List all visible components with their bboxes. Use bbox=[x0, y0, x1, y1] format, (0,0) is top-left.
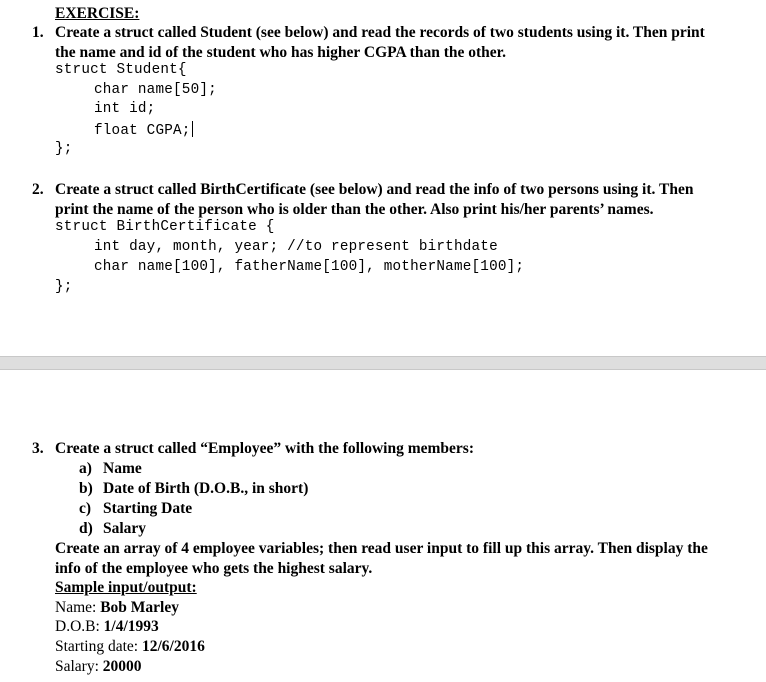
sample-label: Starting date: bbox=[55, 638, 142, 655]
sample-row bbox=[55, 658, 142, 676]
sample-value: 12/6/2016 bbox=[141, 638, 205, 655]
member-text: Salary bbox=[103, 520, 147, 537]
member-letter: d) bbox=[79, 520, 93, 537]
sample-value: Bob Marley bbox=[100, 599, 179, 616]
q1-code-line: char name[50]; bbox=[94, 82, 217, 98]
q1-text-line1: Create a struct called Student (see below) and read the records of two students using it. Then print bbox=[55, 24, 705, 41]
document-page-2 bbox=[0, 370, 766, 682]
q2-code-line: }; bbox=[55, 279, 73, 295]
sample-value: 1/4/1993 bbox=[103, 618, 159, 635]
q1-code-line-cgpa bbox=[94, 121, 193, 139]
sample-value: 20000 bbox=[102, 658, 142, 675]
text-cursor bbox=[192, 121, 193, 137]
q2-code-line: int day, month, year; //to represent birthdate bbox=[94, 239, 498, 255]
sample-heading: Sample input/output: bbox=[55, 579, 197, 596]
q2-text-line1: Create a struct called BirthCertificate (see below) and read the info of two persons using it. Then bbox=[55, 181, 694, 198]
q2-number: 2. bbox=[32, 181, 44, 198]
sample-label: Salary: bbox=[55, 658, 103, 675]
sample-label: D.O.B: bbox=[55, 618, 104, 635]
sample-row bbox=[55, 638, 205, 656]
sample-row bbox=[55, 599, 179, 617]
member-letter: c) bbox=[79, 500, 92, 517]
sample-label: Name: bbox=[55, 599, 101, 616]
member-letter: b) bbox=[79, 480, 93, 497]
exercise-heading: EXERCISE: bbox=[55, 5, 140, 22]
member-text: Date of Birth (D.O.B., in short) bbox=[103, 480, 309, 497]
page-separator bbox=[0, 356, 766, 370]
q1-text-line2: the name and id of the student who has higher CGPA than the other. bbox=[55, 44, 506, 61]
q3-intro: Create a struct called “Employee” with the following members: bbox=[55, 440, 474, 457]
q2-code-line: char name[100], fatherName[100], motherName[100]; bbox=[94, 259, 525, 275]
q2-text-line2: print the name of the person who is older than the other. Also print his/her parents’ names. bbox=[55, 201, 654, 218]
q1-code-line: int id; bbox=[94, 101, 156, 117]
member-text: Starting Date bbox=[103, 500, 193, 517]
q2-code-line: struct BirthCertificate { bbox=[55, 219, 275, 235]
member-letter: a) bbox=[79, 460, 92, 477]
member-text: Name bbox=[103, 460, 142, 477]
q1-code-line: }; bbox=[55, 141, 73, 157]
q1-number: 1. bbox=[32, 24, 44, 41]
q3-task-line1: Create an array of 4 employee variables; then read user input to fill up this array. Then display the bbox=[55, 540, 708, 557]
q3-number: 3. bbox=[32, 440, 44, 457]
q1-code-line: struct Student{ bbox=[55, 62, 187, 78]
sample-row bbox=[55, 618, 159, 636]
q1-code-line: float CGPA; bbox=[94, 123, 191, 139]
q3-task-line2: info of the employee who gets the highest salary. bbox=[55, 560, 373, 577]
